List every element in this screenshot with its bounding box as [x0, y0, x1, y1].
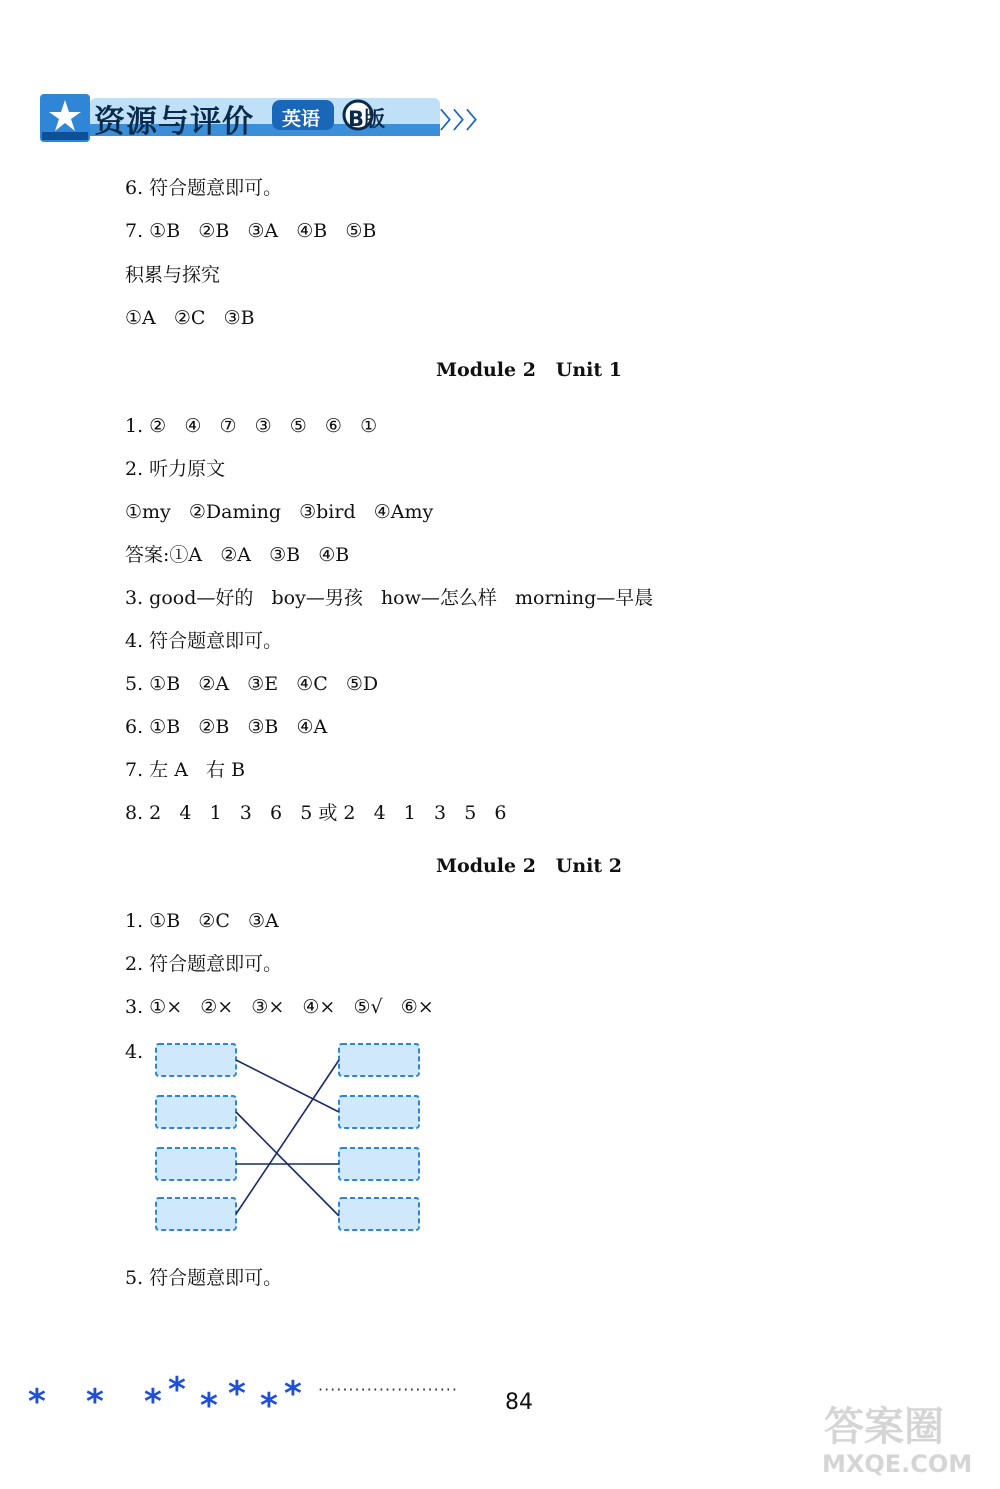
footer-dots: ·······················: [318, 1380, 458, 1399]
banner-title: 资源与评价: [94, 104, 254, 140]
svg-text:*: *: [284, 1375, 302, 1414]
right-box: [339, 1148, 419, 1180]
answer-line: 5. 符合题意即可。: [125, 1267, 283, 1289]
left-box: [156, 1198, 236, 1230]
match-line: [236, 1060, 339, 1112]
svg-text:*: *: [28, 1382, 46, 1422]
svg-text:MXQE.COM: MXQE.COM: [822, 1450, 973, 1478]
answer-line: 7. 左 A 右 B: [125, 759, 246, 781]
answer-line: 8. 2 4 1 3 6 5 或 2 4 1 3 5 6: [125, 802, 507, 824]
answer-line: 6. 符合题意即可。: [125, 177, 283, 199]
svg-text:*: *: [144, 1382, 162, 1422]
svg-text:*: *: [228, 1375, 246, 1414]
footer-stars-icon: [20, 1375, 320, 1425]
answer-line: 3. good—好的 boy—男孩 how—怎么样 morning—早晨: [125, 587, 654, 609]
banner-edition: B版: [348, 107, 386, 131]
answer-line: 答案:①A ②A ③B ④B: [125, 544, 350, 566]
answer-line: ①my ②Daming ③bird ④Amy: [125, 501, 434, 523]
match-line: [236, 1060, 339, 1214]
item4-label: 4.: [125, 1041, 144, 1063]
unit2-heading: Module 2 Unit 2: [436, 855, 623, 877]
right-box: [339, 1096, 419, 1128]
banner-subject: 英语: [282, 108, 321, 130]
matching-diagram: [125, 1040, 445, 1240]
page-number: 84: [505, 1390, 533, 1415]
answer-line: 3. ①× ②× ③× ④× ⑤√ ⑥×: [125, 996, 434, 1018]
answer-line: ①A ②C ③B: [125, 307, 255, 329]
right-box: [339, 1198, 419, 1230]
svg-text:*: *: [260, 1386, 278, 1425]
answer-line: 4. 符合题意即可。: [125, 630, 283, 652]
svg-text:*: *: [200, 1386, 218, 1425]
banner-arrows-icon: 〉〉〉: [440, 109, 491, 134]
section-label: 积累与探究: [125, 264, 221, 286]
left-box: [156, 1044, 236, 1076]
answer-line: 2. 听力原文: [125, 458, 226, 480]
watermark-logo: [818, 1400, 988, 1480]
svg-text:*: *: [168, 1375, 186, 1410]
unit1-heading: Module 2 Unit 1: [436, 359, 623, 381]
left-box: [156, 1096, 236, 1128]
answer-line: 1. ② ④ ⑦ ③ ⑤ ⑥ ①: [125, 415, 378, 437]
right-box: [339, 1044, 419, 1076]
answer-line: 7. ①B ②B ③A ④B ⑤B: [125, 220, 377, 242]
answer-line: 2. 符合题意即可。: [125, 953, 283, 975]
answer-line: 5. ①B ②A ③E ④C ⑤D: [125, 673, 379, 695]
svg-text:*: *: [86, 1382, 104, 1422]
answer-line: 1. ①B ②C ③A: [125, 910, 279, 932]
left-box: [156, 1148, 236, 1180]
answer-line: 6. ①B ②B ③B ④A: [125, 716, 328, 738]
svg-text:答案圈: 答案圈: [824, 1404, 944, 1450]
